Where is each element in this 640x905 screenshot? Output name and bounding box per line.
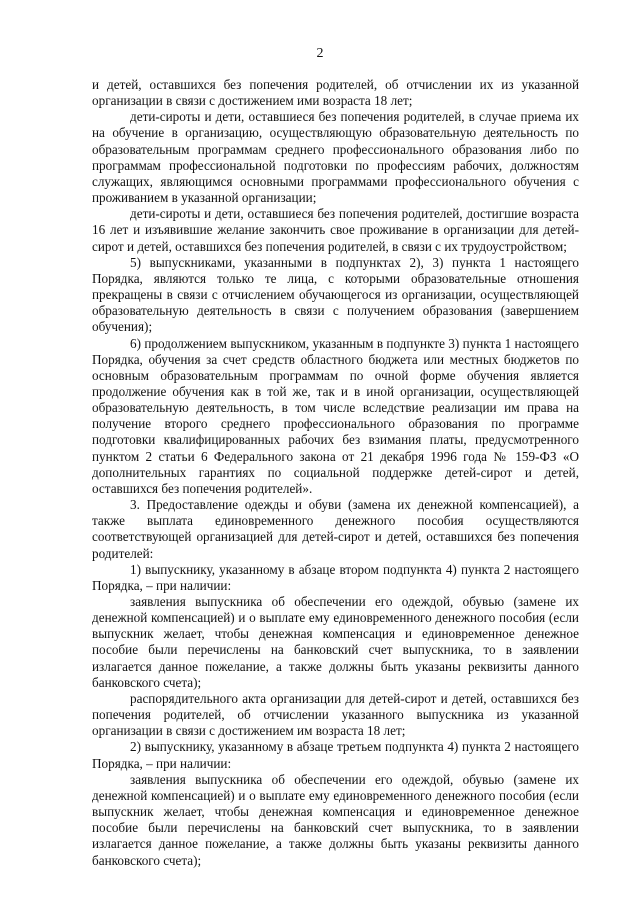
page-number: 2 <box>316 46 324 61</box>
paragraph: и детей, оставшихся без попечения родителей, об отчислении их из указанной организации в связи с достижением ими возраста 18 лет; <box>92 77 579 109</box>
paragraph: заявления выпускника об обеспечении его одеждой, обувью (замене их денежной компенсацией) и о выплате ему единовременного денежного пособия (если выпускник желает, чтобы денежная компенсация и единовременное денежное пособие были перечислены на банковский счет выпускника, то в заявлении излагается данное пожелание, а также должны быть указаны реквизиты данного банковского счета); <box>92 771 579 868</box>
paragraph: заявления выпускника об обеспечении его одеждой, обувью (замене их денежной компенсацией) и о выплате ему единовременного денежного пособия (если выпускник желает, чтобы денежная компенсация и единовременное денежное пособие были перечислены на банковский счет выпускника, то в заявлении излагается данное пожелание, а также должны быть указаны реквизиты данного банковского счета); <box>92 594 579 690</box>
paragraph: распорядительного акта организации для детей-сирот и детей, оставшихся без попечения родителей, об отчислении указанного выпускника из указанной организации в связи с достижением им возраста 18 лет; <box>92 690 579 739</box>
paragraph: 6) продолжением выпускником, указанным в подпункте 3) пункта 1 настоящего Порядка, обучения за счет средств областного бюджета или местных бюджетов по основным образовательным программам по очной форме обучения является продолжение обучения как в той же, так и в иной организации, осуществляющей образовательную деятельность, в том числе вследствие реализации им права на получение второго среднего профессионального образования по программе подготовки квалифицированных рабочих без взимания платы, предусмотренного пунктом 2 статьи 6 Федерального закона от 21 декабря 1996 года № 159-ФЗ «О дополнительных гарантиях по социальной поддержке детей-сирот и детей, оставшихся без попечения родителей». <box>92 335 579 496</box>
paragraph: 5) выпускниками, указанными в подпунктах 2), 3) пункта 1 настоящего Порядка, являются только те лица, с которыми образовательные отношения прекращены в связи с отчислением обучающегося из организации, осуществляющей образовательную деятельность в связи с получением образования (завершением обучения); <box>92 254 579 335</box>
paragraph: дети-сироты и дети, оставшиеся без попечения родителей, в случае приема их на обучение в организацию, осуществляющую образовательную деятельность по образовательным программам среднего профессионального образования либо по программам профессиональной подготовки по профессиям рабочих, должностям служащих, являющимся основными программами профессионального обучения с проживанием в указанной организации; <box>92 109 579 206</box>
paragraph: дети-сироты и дети, оставшиеся без попечения родителей, достигшие возраста 16 лет и изъявившие желание закончить свое проживание в организации для детей-сирот и детей, оставшихся без попечения родителей, в связи с их трудоустройством; <box>92 206 579 254</box>
document-body <box>92 77 579 869</box>
paragraph: 2) выпускнику, указанному в абзаце третьем подпункта 4) пункта 2 настоящего Порядка, – при наличии: <box>92 739 579 771</box>
paragraph: 3. Предоставление одежды и обуви (замена их денежной компенсацией), а также выплата единовременного денежного пособия осуществляются соответствующей организацией для детей-сирот и детей, оставшихся без попечения родителей: <box>92 497 579 561</box>
paragraph: 1) выпускнику, указанному в абзаце втором подпункта 4) пункта 2 настоящего Порядка, – при наличии: <box>92 561 579 593</box>
